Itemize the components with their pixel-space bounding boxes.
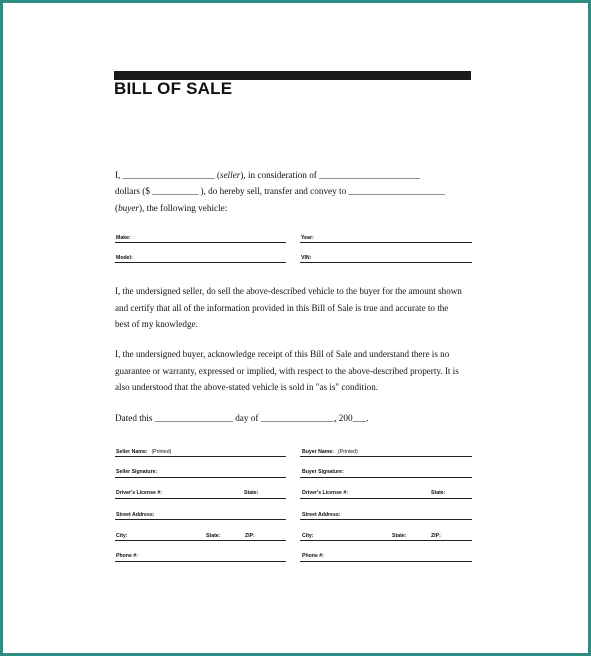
buyer-city-label: City:	[302, 533, 314, 539]
year-field[interactable]	[300, 242, 472, 243]
seller-signature-field[interactable]	[115, 477, 286, 478]
buyer-license-label: Driver's License #:	[302, 490, 348, 496]
seller-license-label: Driver's License #:	[116, 490, 162, 496]
seller-statement-line: best of my knowledge.	[115, 319, 198, 329]
buyer-state-label: State:	[392, 533, 407, 539]
buyer-city-field[interactable]	[300, 540, 472, 541]
seller-statement-line: I, the undersigned seller, do sell the above-described vehicle to the buyer for the amount shown	[115, 286, 462, 296]
buyer-statement-line: guarantee or warranty, expressed or implied, with respect to the above-described property. It is	[115, 365, 459, 376]
buyer-statement	[115, 346, 475, 396]
buyer-signature-label: Buyer Signature:	[302, 469, 344, 475]
buyer-phone-label: Phone #:	[302, 553, 324, 559]
vin-label: VIN:	[301, 255, 312, 261]
buyer-zip-label: ZIP:	[431, 533, 441, 539]
year-label: Year:	[301, 235, 314, 241]
seller-name-field[interactable]	[115, 456, 286, 457]
buyer-phone-field[interactable]	[300, 561, 472, 562]
model-field[interactable]	[115, 262, 286, 263]
seller-license-field[interactable]	[115, 498, 286, 499]
buyer-statement-line: also understood that the above-stated vehicle is sold in "as is" condition.	[115, 382, 379, 392]
buyer-license-field[interactable]	[300, 498, 472, 499]
seller-phone-field[interactable]	[115, 561, 286, 562]
buyer-license-state-label: State:	[431, 490, 446, 496]
buyer-address-field[interactable]	[300, 519, 472, 520]
intro-line-2: dollars ($ __________ ), do hereby sell, transfer and convey to _____________________	[115, 186, 445, 196]
seller-zip-label: ZIP:	[245, 533, 255, 539]
page-title: BILL OF SALE	[114, 79, 233, 98]
intro-line-3: (buyer), the following vehicle:	[115, 203, 228, 213]
seller-city-field[interactable]	[115, 540, 286, 541]
buyer-address-label: Street Address:	[302, 512, 341, 518]
buyer-statement-line: I, the undersigned buyer, acknowledge receipt of this Bill of Sale and understand there is no	[115, 349, 450, 359]
seller-statement	[115, 283, 475, 333]
seller-state-label: State:	[206, 533, 221, 539]
seller-phone-label: Phone #:	[116, 553, 138, 559]
seller-license-state-label: State:	[244, 490, 259, 496]
dated-line: Dated this _________________ day of ________________, 200___.	[115, 413, 369, 423]
intro-line-1: I, ____________________ (seller), in consideration of ______________________	[115, 170, 421, 180]
buyer-name-label: Buyer Name: (Printed)	[302, 449, 358, 455]
seller-city-label: City:	[116, 533, 128, 539]
seller-statement-line: and certify that all of the information provided in this Bill of Sale is true and accurate to the	[115, 302, 449, 313]
make-field[interactable]	[115, 242, 286, 243]
buyer-name-field[interactable]	[300, 456, 472, 457]
make-label: Make:	[116, 235, 131, 241]
seller-signature-label: Seller Signature:	[116, 469, 158, 475]
vin-field[interactable]	[300, 262, 472, 263]
seller-name-label: Seller Name: (Printed)	[116, 449, 172, 455]
seller-address-field[interactable]	[115, 519, 286, 520]
model-label: Model:	[116, 255, 133, 261]
buyer-signature-field[interactable]	[300, 477, 472, 478]
seller-address-label: Street Address:	[116, 512, 155, 518]
